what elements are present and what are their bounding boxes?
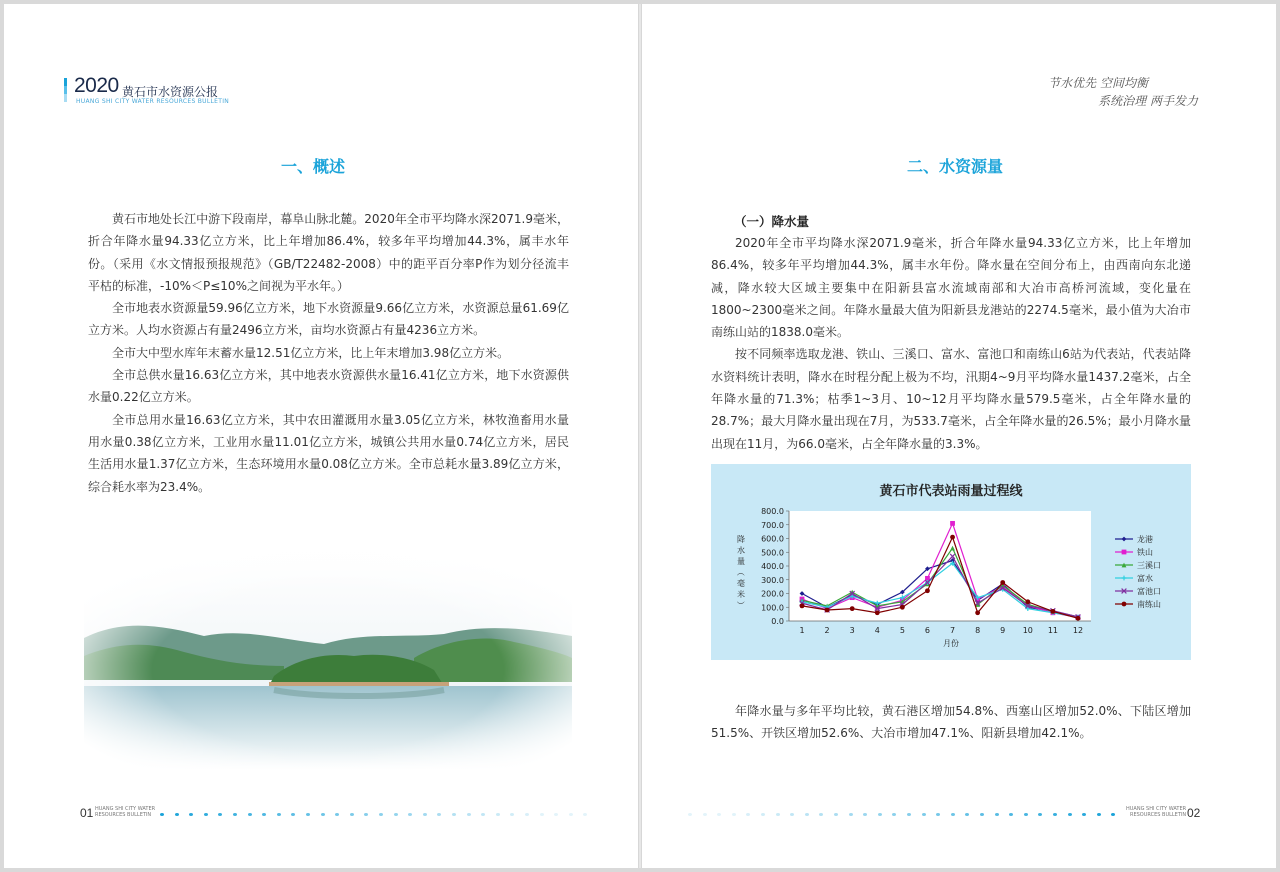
x-tick-label: 2 [824, 626, 830, 635]
y-axis-label-char: 降 [737, 535, 745, 544]
footer-dot [262, 813, 266, 816]
footer-en-line: HUANG SHI CITY WATER [1126, 806, 1187, 812]
footer-dot [175, 813, 179, 816]
y-tick-label: 800.0 [761, 507, 784, 516]
rainfall-chart [711, 464, 1191, 660]
y-tick-label: 500.0 [761, 548, 784, 558]
footer-dot [364, 813, 368, 816]
footer-dot [569, 813, 573, 816]
closing-paragraph: 年降水量与多年平均比较，黄石港区增加54.8%、西塞山区增加52.0%、下陆区增加51.5%、开铁区增加52.6%、大冶市增加47.1%、阳新县增加42.1%。 [711, 704, 1191, 741]
precipitation-paragraph: 按不同频率选取龙港、铁山、三溪口、富水、富池口和南练山6站为代表站，代表站降水资料统计表明，降水在时程分配上极为不均，汛期4~9月平均降水量1437.2毫米，占全年降水量的71.3%；枯季1~3月、10~12月平均降水量579.5毫米，占全年降水量的28.7%；最大月降水量出现在7月，为533.7毫米，占全年降水量的26.5%；最小月降水量出现在11月，为66.0毫米，占全年降水量的3.3%。 [711, 347, 1191, 451]
data-point-marker [900, 605, 905, 610]
footer-dot [1024, 813, 1028, 816]
data-point-marker [950, 535, 955, 540]
footer-dot [936, 813, 940, 816]
legend-label: 富池口 [1137, 587, 1161, 596]
data-point-marker [1051, 609, 1056, 614]
footer-dot [218, 813, 222, 816]
footer-dot [379, 813, 383, 816]
logo-title-en: HUANG SHI CITY WATER RESOURCES BULLETIN [76, 98, 230, 105]
page-number-left: 01 [80, 806, 94, 820]
slogan-line-1: 节水优先 空间均衡 [1048, 76, 1148, 90]
footer-dot [703, 813, 707, 816]
y-axis-label-char: 毫 [737, 579, 745, 588]
legend-label: 三溪口 [1137, 561, 1161, 570]
legend-item [1115, 573, 1153, 583]
legend-item [1115, 547, 1153, 557]
data-point-marker [950, 521, 955, 526]
footer-dot [805, 813, 809, 816]
y-axis-label-char: （ [736, 568, 745, 576]
x-tick-label: 3 [849, 626, 855, 635]
footer-dot [995, 813, 999, 816]
data-point-marker [1000, 580, 1005, 585]
legend-label: 铁山 [1137, 548, 1153, 557]
footer-dot [776, 813, 780, 816]
footer-dot [233, 813, 237, 816]
footer-dot [878, 813, 882, 816]
data-point-marker [925, 588, 930, 593]
y-axis-label-char: 量 [737, 557, 745, 566]
footer-en-right [1126, 806, 1186, 818]
footer-dot [1082, 813, 1086, 816]
data-point-marker [1122, 602, 1127, 607]
logo-color-bars [64, 78, 67, 102]
footer-dot [335, 813, 339, 816]
footer-dot [907, 813, 911, 816]
y-tick-label: 700.0 [761, 520, 784, 530]
footer-dot [1111, 813, 1115, 816]
footer-dot [717, 813, 721, 816]
x-tick-label: 10 [1022, 626, 1033, 635]
lake-landscape-photo [84, 548, 572, 770]
footer-dot [922, 813, 926, 816]
legend-item [1115, 534, 1153, 544]
logo-title-cn: 黄石市水资源公报 [122, 85, 219, 99]
legend-label: 南练山 [1137, 600, 1161, 609]
x-axis-label: 月份 [943, 639, 959, 648]
overview-paragraph: 全市地表水资源量59.96亿立方米，地下水资源量9.66亿立方米，水资源总量61.69亿立方米。人均水资源占有量2496立方米，亩均水资源占有量4236立方米。 [88, 301, 569, 338]
footer-en-line: HUANG SHI CITY WATER [95, 806, 156, 812]
logo-year: 2020 [74, 74, 119, 97]
data-point-marker [1025, 599, 1030, 604]
footer-dots-left [160, 813, 600, 817]
footer-dot [423, 813, 427, 816]
footer-dot [496, 813, 500, 816]
footer-dot [951, 813, 955, 816]
footer-en-line: RESOURCES BULLETIN [1129, 812, 1187, 818]
section-title-water-resources: 二、水资源量 [906, 157, 1003, 176]
footer-dot [892, 813, 896, 816]
data-point-marker [975, 610, 980, 615]
legend-item [1115, 599, 1161, 609]
subsection-title-precipitation: （一）降水量 [734, 214, 810, 229]
x-tick-label: 6 [924, 626, 931, 635]
page-number-right: 02 [1187, 806, 1201, 820]
footer-dot [452, 813, 456, 816]
y-axis-label-char: 米 [737, 590, 745, 599]
rainfall-chart-svg [711, 464, 1191, 660]
footer-dot [394, 813, 398, 816]
footer-dot [965, 813, 969, 816]
footer-en-line: RESOURCES BULLETIN [95, 812, 152, 818]
footer-dot [525, 813, 529, 816]
closing-text [711, 700, 1191, 745]
footer-dot [510, 813, 514, 816]
footer-dot [849, 813, 853, 816]
x-tick-label: 8 [975, 626, 981, 635]
footer-dot [863, 813, 867, 816]
x-tick-label: 9 [1000, 626, 1006, 635]
y-tick-label: 300.0 [761, 575, 784, 585]
y-axis-label-char: ） [736, 601, 745, 609]
data-point-marker [875, 610, 880, 615]
footer-dots-right [688, 813, 1128, 817]
footer-dot [248, 813, 252, 816]
data-point-marker [850, 606, 855, 611]
footer-dot [321, 813, 325, 816]
footer-dot [761, 813, 765, 816]
data-point-marker [825, 608, 830, 613]
x-tick-label: 5 [899, 626, 905, 635]
y-tick-label: 0.0 [771, 617, 784, 626]
footer-dot [1009, 813, 1013, 816]
footer-dot [732, 813, 736, 816]
footer-en-left [95, 806, 155, 818]
footer-dot [834, 813, 838, 816]
y-tick-label: 600.0 [761, 534, 784, 544]
overview-paragraph: 全市总用水量16.63亿立方米，其中农田灌溉用水量3.05亿立方米，林牧渔畜用水量用水量0.38亿立方米，工业用水量11.01亿立方米，城镇公共用水量0.74亿立方米，居民生活用水量1.37亿立方米，生态环境用水量0.08亿立方米。全市总耗水量3.89亿立方米，综合耗水率为23.4%。 [88, 412, 569, 494]
overview-paragraph: 全市大中型水库年末蓄水量12.51亿立方米，比上年末增加3.98亿立方米。 [112, 345, 510, 360]
x-tick-label: 1 [799, 626, 805, 635]
footer-dot [1097, 813, 1101, 816]
footer-dot [688, 813, 692, 816]
footer-dot [980, 813, 984, 816]
footer-dot [1053, 813, 1057, 816]
footer-dot [481, 813, 485, 816]
x-tick-label: 7 [949, 626, 956, 635]
y-tick-label: 100.0 [761, 603, 784, 613]
footer-dot [306, 813, 310, 816]
section-title-overview: 一、概述 [280, 157, 345, 176]
slogan-line-2: 系统治理 两手发力 [1098, 94, 1198, 108]
data-point-marker [800, 603, 805, 608]
footer-dot [746, 813, 750, 816]
y-tick-label: 400.0 [761, 562, 784, 571]
footer-dot [350, 813, 354, 816]
x-tick-label: 12 [1072, 626, 1084, 635]
footer-dot [189, 813, 193, 816]
legend-label: 龙港 [1137, 535, 1153, 544]
overview-paragraph: 全市总供水量16.63亿立方米，其中地表水资源供水量16.41亿立方米，地下水资源供水量0.22亿立方米。 [88, 368, 569, 405]
footer-dot [1068, 813, 1072, 816]
y-axis-label [736, 534, 745, 609]
x-tick-label: 11 [1047, 626, 1059, 635]
legend-item [1115, 586, 1161, 596]
footer-dot [467, 813, 471, 816]
data-point-marker [1122, 550, 1127, 555]
footer-dot [437, 813, 441, 816]
overview-paragraph: 黄石市地处长江中游下段南岸，幕阜山脉北麓。2020年全市平均降水深2071.9毫米，折合年降水量94.33亿立方米，比上年增加86.4%，较多年平均增加44.3%，属丰水年份。（采用《水文情报预报规范》（GB/T22482-2008）中的距平百分率P作为划分径流丰平枯的标准，-10%＜P≤10%之间视为平水年。） [88, 212, 569, 293]
footer-dot [583, 813, 587, 816]
footer-dot [277, 813, 281, 816]
footer-dot [1038, 813, 1042, 816]
data-point-marker [1122, 576, 1127, 581]
footer-dot [554, 813, 558, 816]
footer-dot [204, 813, 208, 816]
chart-title: 黄石市代表站雨量过程线 [879, 484, 1023, 499]
data-point-marker [1076, 616, 1081, 621]
footer-dot [291, 813, 295, 816]
legend-label: 富水 [1137, 574, 1153, 583]
precipitation-text [711, 232, 1191, 455]
x-tick-label: 4 [874, 626, 880, 635]
footer-dot [160, 813, 164, 816]
y-axis-label-char: 水 [737, 546, 745, 555]
overview-text [88, 208, 569, 498]
precipitation-paragraph: 2020年全市平均降水深2071.9毫米，折合年降水量94.33亿立方米，比上年增加86.4%，较多年平均增加44.3%，属丰水年份。降水量在空间分布上，由西南向东北递减，降水较大区域主要集中在阳新县富水流域南部和大冶市高桥河流域，变化量在1800~2300毫米之间。年降水量最大值为阳新县龙港站的2274.5毫米，最小值为大冶市南练山站的1838.0毫米。 [711, 236, 1191, 340]
data-point-marker [1122, 537, 1127, 542]
footer-dot [790, 813, 794, 816]
footer-dot [819, 813, 823, 816]
y-tick-label: 200.0 [761, 589, 784, 599]
footer-dot [540, 813, 544, 816]
legend-item [1115, 560, 1161, 570]
footer-dot [408, 813, 412, 816]
